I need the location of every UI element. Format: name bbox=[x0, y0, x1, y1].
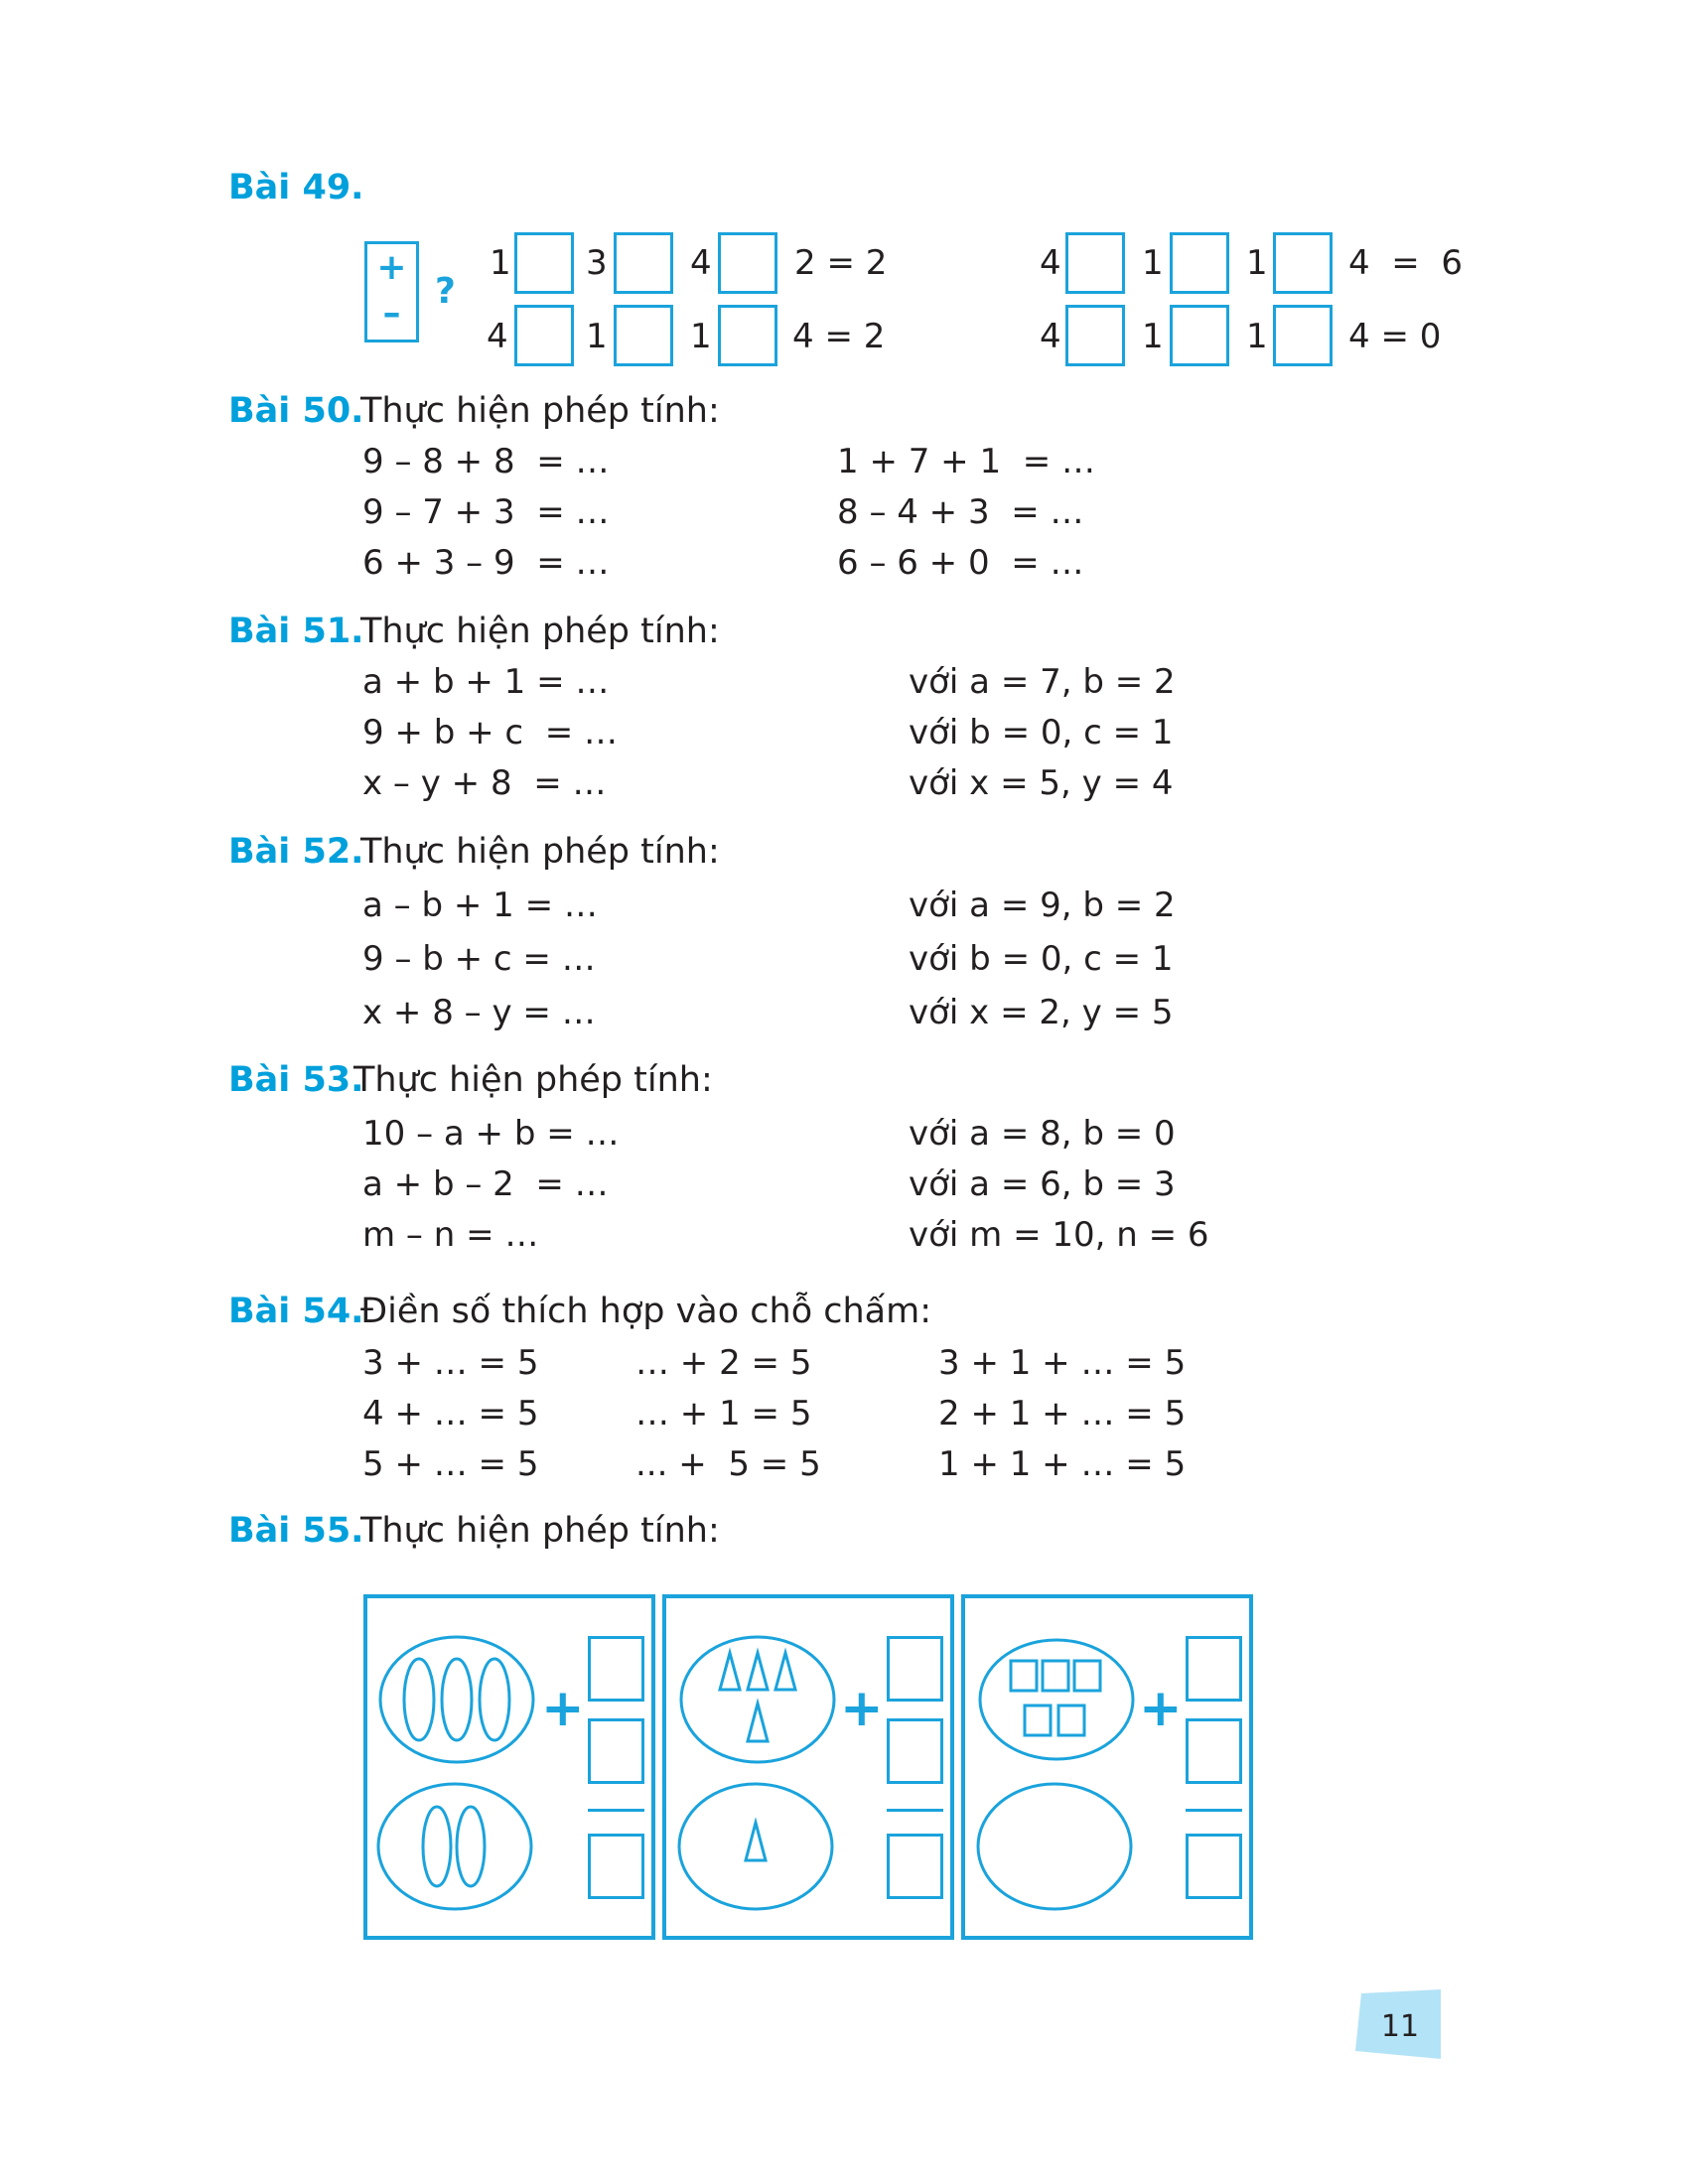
answer-box[interactable] bbox=[588, 1718, 644, 1784]
condition: với b = 0, c = 1 bbox=[909, 939, 1174, 979]
bai49-heading: Bài 49. bbox=[228, 168, 364, 207]
oval-icon bbox=[457, 1807, 485, 1886]
fill-blank: 3 + … = 5 bbox=[362, 1343, 539, 1383]
fill-blank: 3 + 1 + … = 5 bbox=[938, 1343, 1187, 1383]
expression: 6 + 3 – 9 = … bbox=[362, 543, 610, 583]
fill-blank: … + 1 = 5 bbox=[635, 1394, 812, 1433]
square-icon bbox=[1058, 1706, 1084, 1735]
square-icon bbox=[1043, 1661, 1068, 1691]
bai54-instruction: Điền số thích hợp vào chỗ chấm: bbox=[360, 1292, 932, 1331]
condition: với a = 6, b = 3 bbox=[909, 1164, 1176, 1204]
answer-box[interactable] bbox=[718, 305, 777, 366]
answer-box[interactable] bbox=[1273, 305, 1333, 366]
number: 1 bbox=[1246, 317, 1268, 356]
condition: với x = 2, y = 5 bbox=[909, 993, 1174, 1032]
number: 4 bbox=[487, 317, 508, 356]
condition: với a = 7, b = 2 bbox=[909, 662, 1176, 702]
answer-box[interactable] bbox=[588, 1834, 644, 1899]
group-circle bbox=[679, 1784, 832, 1909]
plus-sign: + bbox=[1139, 1679, 1183, 1738]
bai51-instruction: Thực hiện phép tính: bbox=[360, 612, 720, 651]
answer-box[interactable] bbox=[514, 232, 574, 294]
expression: 9 – b + c = … bbox=[362, 939, 596, 979]
question-mark: ? bbox=[435, 271, 456, 312]
number: 4 bbox=[1040, 317, 1061, 356]
condition: với b = 0, c = 1 bbox=[909, 713, 1174, 752]
equation-result: 4 = 6 bbox=[1348, 243, 1463, 283]
fill-blank: 2 + 1 + … = 5 bbox=[938, 1394, 1187, 1433]
page-number: 11 bbox=[1380, 2009, 1420, 2044]
answer-box[interactable] bbox=[1170, 305, 1229, 366]
answer-box[interactable] bbox=[1186, 1636, 1242, 1702]
fill-blank: 5 + … = 5 bbox=[362, 1444, 539, 1484]
operator-choice-box bbox=[364, 241, 419, 342]
picture-panel-ovals bbox=[363, 1594, 655, 1940]
answer-box[interactable] bbox=[614, 232, 673, 294]
condition: với m = 10, n = 6 bbox=[909, 1215, 1209, 1255]
number: 1 bbox=[1142, 243, 1164, 283]
expression: a + b + 1 = … bbox=[362, 662, 610, 702]
triangle-icon bbox=[748, 1704, 768, 1741]
plus-sign: + bbox=[541, 1679, 585, 1738]
expression: x – y + 8 = … bbox=[362, 763, 607, 803]
condition: với a = 9, b = 2 bbox=[909, 886, 1176, 925]
bai52-heading: Bài 52. bbox=[228, 832, 364, 872]
answer-box[interactable] bbox=[1065, 305, 1125, 366]
triangle-icon bbox=[748, 1653, 768, 1690]
expression: 8 – 4 + 3 = … bbox=[837, 492, 1084, 532]
answer-box[interactable] bbox=[1065, 232, 1125, 294]
bai55-heading: Bài 55. bbox=[228, 1511, 364, 1551]
bai53-instruction: Thực hiện phép tính: bbox=[353, 1060, 713, 1100]
triangle-icon bbox=[775, 1653, 795, 1690]
picture-panel-triangles bbox=[662, 1594, 954, 1940]
expression: 6 – 6 + 0 = … bbox=[837, 543, 1084, 583]
expression: 9 – 8 + 8 = … bbox=[362, 442, 610, 481]
answer-box[interactable] bbox=[1170, 232, 1229, 294]
condition: với a = 8, b = 0 bbox=[909, 1114, 1176, 1154]
oval-icon bbox=[480, 1659, 509, 1740]
answer-box[interactable] bbox=[887, 1636, 943, 1702]
fill-blank: 1 + 1 + … = 5 bbox=[938, 1444, 1187, 1484]
equation-result: 4 = 0 bbox=[1348, 317, 1442, 356]
expression: 10 – a + b = … bbox=[362, 1114, 620, 1154]
expression: 9 + b + c = … bbox=[362, 713, 619, 752]
number: 1 bbox=[490, 243, 511, 283]
triangle-icon bbox=[746, 1823, 766, 1860]
group-circle bbox=[378, 1784, 531, 1909]
bai52-instruction: Thực hiện phép tính: bbox=[360, 832, 720, 872]
expression: a + b – 2 = … bbox=[362, 1164, 609, 1204]
number: 1 bbox=[1142, 317, 1164, 356]
expression: 9 – 7 + 3 = … bbox=[362, 492, 610, 532]
picture-panel-squares bbox=[961, 1594, 1253, 1940]
answer-box[interactable] bbox=[614, 305, 673, 366]
condition: với x = 5, y = 4 bbox=[909, 763, 1174, 803]
number: 1 bbox=[690, 317, 712, 356]
square-icon bbox=[1074, 1661, 1100, 1691]
group-circle bbox=[980, 1640, 1133, 1759]
expression: 1 + 7 + 1 = … bbox=[837, 442, 1096, 481]
bai50-instruction: Thực hiện phép tính: bbox=[360, 391, 720, 431]
number: 3 bbox=[586, 243, 608, 283]
fill-blank: ... + 5 = 5 bbox=[635, 1444, 821, 1484]
equation-result: 2 = 2 bbox=[794, 243, 888, 283]
number: 1 bbox=[1246, 243, 1268, 283]
triangle-icon bbox=[720, 1653, 740, 1690]
expression: x + 8 – y = … bbox=[362, 993, 596, 1032]
minus-sign: – bbox=[382, 293, 401, 334]
answer-box[interactable] bbox=[1186, 1718, 1242, 1784]
fill-blank: 4 + … = 5 bbox=[362, 1394, 539, 1433]
answer-box[interactable] bbox=[1273, 232, 1333, 294]
result-line bbox=[1186, 1809, 1242, 1812]
equation-result: 4 = 2 bbox=[792, 317, 886, 356]
answer-box[interactable] bbox=[887, 1834, 943, 1899]
answer-box[interactable] bbox=[887, 1718, 943, 1784]
number: 4 bbox=[690, 243, 712, 283]
oval-icon bbox=[423, 1807, 451, 1886]
oval-icon bbox=[404, 1659, 434, 1740]
bai50-heading: Bài 50. bbox=[228, 391, 364, 431]
expression: m – n = … bbox=[362, 1215, 539, 1255]
answer-box[interactable] bbox=[1186, 1834, 1242, 1899]
answer-box[interactable] bbox=[718, 232, 777, 294]
expression: a – b + 1 = … bbox=[362, 886, 598, 925]
bai54-heading: Bài 54. bbox=[228, 1292, 364, 1331]
answer-box[interactable] bbox=[588, 1636, 644, 1702]
number: 4 bbox=[1040, 243, 1061, 283]
answer-box[interactable] bbox=[514, 305, 574, 366]
empty-group-circle bbox=[978, 1784, 1131, 1909]
square-icon bbox=[1025, 1706, 1051, 1735]
bai53-heading: Bài 53. bbox=[228, 1060, 364, 1100]
square-icon bbox=[1011, 1661, 1037, 1691]
bai51-heading: Bài 51. bbox=[228, 612, 364, 651]
plus-sign: + bbox=[376, 247, 407, 288]
oval-icon bbox=[442, 1659, 472, 1740]
result-line bbox=[588, 1809, 644, 1812]
bai55-instruction: Thực hiện phép tính: bbox=[360, 1511, 720, 1551]
result-line bbox=[887, 1809, 943, 1812]
fill-blank: … + 2 = 5 bbox=[635, 1343, 812, 1383]
plus-sign: + bbox=[840, 1679, 884, 1738]
number: 1 bbox=[586, 317, 608, 356]
